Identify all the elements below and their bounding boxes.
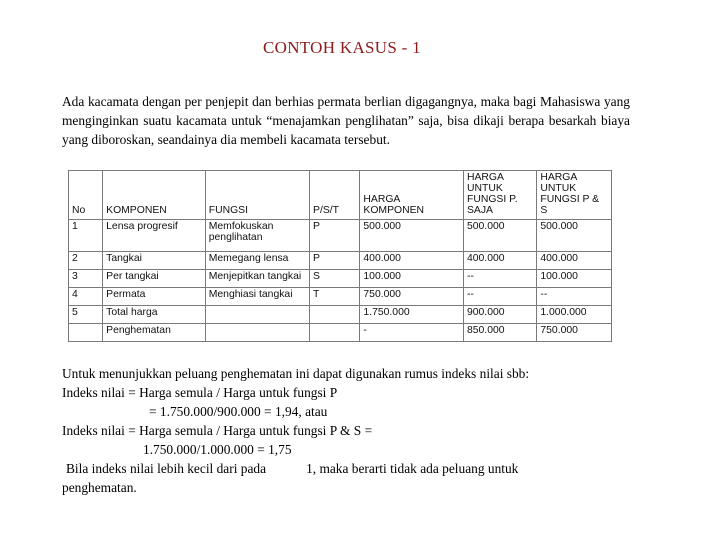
- cell-harga-p: 850.000: [463, 323, 536, 341]
- cell-harga-ps: 750.000: [537, 323, 612, 341]
- table-row: [69, 288, 612, 306]
- cell-no: 1: [69, 220, 103, 252]
- formula-ps-line: Indeks nilai = Harga semula / Harga untuk fungsi P & S =: [62, 423, 373, 438]
- cell-no: 5: [69, 306, 103, 324]
- cell-pst: T: [310, 288, 360, 306]
- header-no: No: [69, 171, 103, 220]
- cell-no: [69, 323, 103, 341]
- cell-no: 2: [69, 252, 103, 270]
- cell-harga-p: --: [463, 270, 536, 288]
- cell-komponen: Lensa progresif: [103, 220, 206, 252]
- cell-fungsi: Menjepitkan tangkai: [205, 270, 309, 288]
- cell-harga: 750.000: [360, 288, 464, 306]
- cell-fungsi: [205, 306, 309, 324]
- header-pst: P/S/T: [310, 171, 360, 220]
- cell-komponen: Permata: [103, 288, 206, 306]
- header-harga-fungsi-p: HARGA UNTUK FUNGSI P. SAJA: [463, 171, 536, 220]
- formula-ps-result: 1.750.000/1.000.000 = 1,75: [143, 442, 292, 457]
- cell-harga-p: 900.000: [463, 306, 536, 324]
- table-row: [69, 306, 612, 324]
- cell-harga-ps: 100.000: [537, 270, 612, 288]
- cell-komponen: Penghematan: [103, 323, 206, 341]
- cell-komponen: Per tangkai: [103, 270, 206, 288]
- cell-fungsi: Menghiasi tangkai: [205, 288, 309, 306]
- component-table: [68, 170, 612, 342]
- header-harga-komponen: HARGA KOMPONEN: [360, 171, 464, 220]
- conclusion-line: [62, 459, 632, 478]
- cell-pst: [310, 323, 360, 341]
- conclusion-part-2: 1, maka berarti tidak ada peluang untuk: [306, 461, 519, 476]
- cell-harga-ps: 500.000: [537, 220, 612, 252]
- cell-harga-p: 500.000: [463, 220, 536, 252]
- cell-harga-ps: 400.000: [537, 252, 612, 270]
- cell-no: 4: [69, 288, 103, 306]
- header-fungsi: FUNGSI: [205, 171, 309, 220]
- cell-no: 3: [69, 270, 103, 288]
- formula-p-line: Indeks nilai = Harga semula / Harga untuk fungsi P: [62, 385, 338, 400]
- cell-pst: P: [310, 220, 360, 252]
- cell-harga: -: [360, 323, 464, 341]
- header-komponen: KOMPONEN: [103, 171, 206, 220]
- cell-harga-ps: 1.000.000: [537, 306, 612, 324]
- cell-komponen: Tangkai: [103, 252, 206, 270]
- conclusion-part-1: Bila indeks nilai lebih kecil dari pada: [66, 461, 267, 476]
- formula-intro-line: Untuk menunjukkan peluang penghematan ini dapat digunakan rumus indeks nilai sbb:: [62, 366, 530, 381]
- cell-pst: P: [310, 252, 360, 270]
- conclusion-end: penghematan.: [62, 480, 137, 495]
- table-row: [69, 220, 612, 252]
- page-title: CONTOH KASUS - 1: [263, 38, 421, 57]
- formula-section: [62, 364, 632, 497]
- cell-pst: S: [310, 270, 360, 288]
- header-harga-fungsi-ps: HARGA UNTUK FUNGSI P & S: [537, 171, 612, 220]
- formula-p-result: = 1.750.000/900.000 = 1,94, atau: [149, 404, 328, 419]
- cell-pst: [310, 306, 360, 324]
- intro-paragraph: Ada kacamata dengan per penjepit dan berhias permata berlian digagangnya, maka bagi Mahasiswa yang menginginkan suatu kacamata untuk “menajamkan penglihatan” saja, bisa dikaji berapa besarkah biaya yang diboroskan, seandainya dia membeli kacamata tersebut.: [62, 94, 630, 147]
- component-table-wrapper: [68, 170, 612, 342]
- table-row: [69, 323, 612, 341]
- cell-fungsi: Memfokuskan penglihatan: [205, 220, 309, 252]
- cell-komponen: Total harga: [103, 306, 206, 324]
- cell-harga-p: --: [463, 288, 536, 306]
- table-row: [69, 252, 612, 270]
- cell-harga: 1.750.000: [360, 306, 464, 324]
- cell-harga: 500.000: [360, 220, 464, 252]
- table-header-row: [69, 171, 612, 220]
- cell-harga: 100.000: [360, 270, 464, 288]
- table-row: [69, 270, 612, 288]
- cell-harga-ps: --: [537, 288, 612, 306]
- cell-harga-p: 400.000: [463, 252, 536, 270]
- cell-harga: 400.000: [360, 252, 464, 270]
- cell-fungsi: Memegang lensa: [205, 252, 309, 270]
- cell-fungsi: [205, 323, 309, 341]
